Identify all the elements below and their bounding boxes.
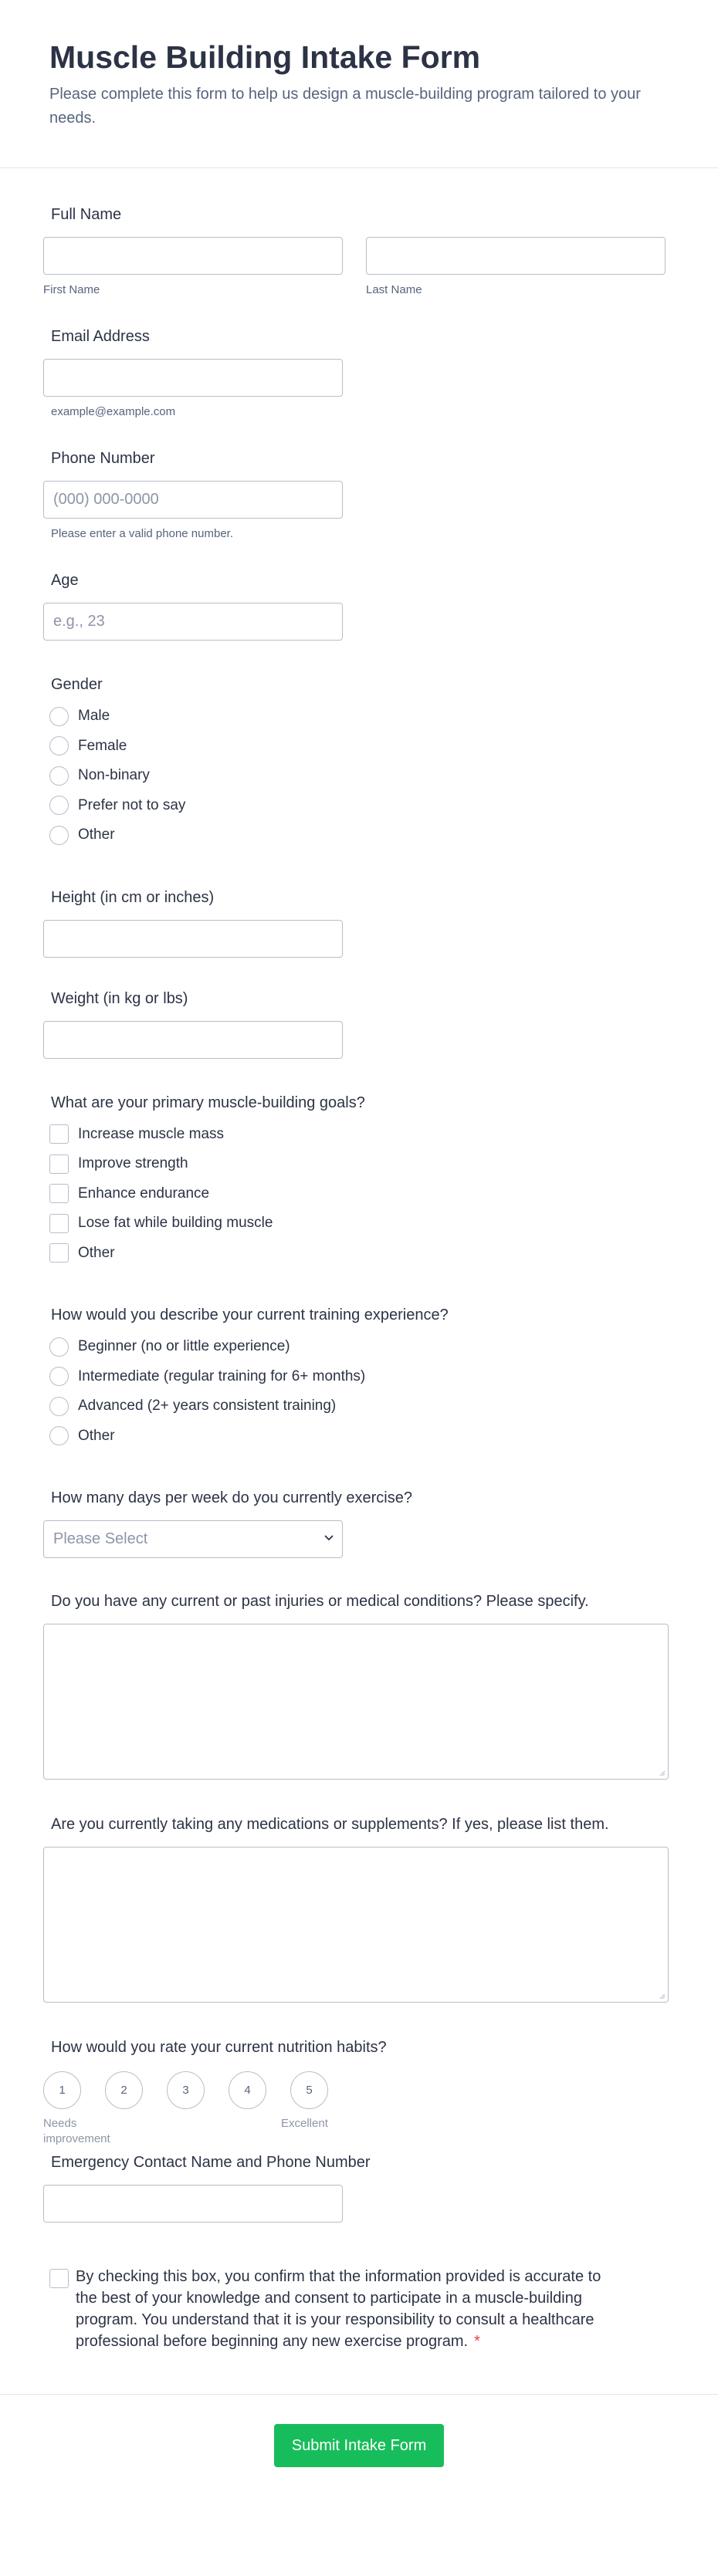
weight-label: Weight (in kg or lbs) xyxy=(51,989,188,1007)
option-label: Intermediate (regular training for 6+ months) xyxy=(78,1367,366,1384)
checkbox[interactable] xyxy=(49,1124,69,1144)
radio-button[interactable] xyxy=(49,1337,69,1357)
injuries-question xyxy=(43,1591,675,1780)
goals-label: What are your primary muscle-building goals? xyxy=(51,1094,365,1111)
scale-low-caption: Needs improvement xyxy=(43,2117,110,2145)
scale-circle[interactable]: 2 xyxy=(105,2071,143,2109)
full-name-question xyxy=(43,205,675,296)
scale-option-4[interactable] xyxy=(229,2071,290,2148)
option-label: Other xyxy=(78,1427,115,1444)
days-label: How many days per week do you currently exercise? xyxy=(51,1489,412,1507)
radio-button[interactable] xyxy=(49,826,69,845)
radio-button[interactable] xyxy=(49,1367,69,1386)
scale-option-2[interactable] xyxy=(105,2071,167,2148)
full-name-label: Full Name xyxy=(51,206,122,224)
option-label: Advanced (2+ years consistent training) xyxy=(78,1398,337,1415)
required-asterisk: * xyxy=(474,2333,480,2351)
checkbox[interactable] xyxy=(49,1243,69,1263)
gender-option-prefer-not[interactable] xyxy=(49,791,675,821)
phone-question xyxy=(43,448,675,540)
form-title: Muscle Building Intake Form xyxy=(49,39,481,75)
experience-question xyxy=(43,1305,675,1451)
nutrition-scale xyxy=(43,2071,675,2148)
email-question xyxy=(43,326,675,418)
email-sublabel: example@example.com xyxy=(51,405,176,419)
resize-grip-icon[interactable] xyxy=(658,1992,666,2000)
gender-question xyxy=(43,674,675,850)
experience-option-other[interactable] xyxy=(49,1422,675,1452)
gender-option-other[interactable] xyxy=(49,820,675,850)
option-label: Improve strength xyxy=(78,1155,188,1172)
option-label: Non-binary xyxy=(78,767,150,784)
days-select[interactable] xyxy=(43,1520,343,1558)
option-label: Female xyxy=(78,737,127,754)
height-input[interactable] xyxy=(43,920,343,958)
checkbox[interactable] xyxy=(49,1214,69,1233)
option-label: Prefer not to say xyxy=(78,796,186,813)
consent-question xyxy=(49,2266,675,2352)
email-label: Email Address xyxy=(51,328,150,346)
consent-text xyxy=(76,2266,616,2352)
scale-circle[interactable]: 5 xyxy=(290,2071,328,2109)
weight-question xyxy=(43,989,675,1059)
scale-option-3[interactable] xyxy=(167,2071,229,2148)
scale-circle[interactable]: 1 xyxy=(43,2071,81,2109)
goal-option-increase-mass[interactable] xyxy=(49,1120,675,1150)
injuries-label: Do you have any current or past injuries or medical conditions? Please specify. xyxy=(51,1593,589,1611)
last-name-sublabel: Last Name xyxy=(366,283,422,297)
option-label: Other xyxy=(78,827,115,843)
goal-option-strength[interactable] xyxy=(49,1149,675,1179)
gender-option-non-binary[interactable] xyxy=(49,761,675,791)
scale-high-caption: Excellent xyxy=(281,2117,328,2131)
first-name-sublabel: First Name xyxy=(43,283,100,297)
form-footer xyxy=(0,2394,718,2497)
goal-option-endurance[interactable] xyxy=(49,1179,675,1209)
medications-question xyxy=(43,1814,675,2003)
radio-button[interactable] xyxy=(49,766,69,786)
full-name-row xyxy=(43,237,675,296)
radio-button[interactable] xyxy=(49,796,69,815)
radio-button[interactable] xyxy=(49,736,69,756)
form-body xyxy=(0,205,718,2352)
weight-input[interactable] xyxy=(43,1021,343,1059)
goal-option-other[interactable] xyxy=(49,1239,675,1269)
option-label: Enhance endurance xyxy=(78,1185,210,1202)
checkbox[interactable] xyxy=(49,1154,69,1174)
nutrition-question xyxy=(43,2037,675,2148)
resize-grip-icon[interactable] xyxy=(658,1769,666,1776)
medications-textarea[interactable] xyxy=(43,1847,669,2003)
last-name-col xyxy=(366,237,666,296)
phone-label: Phone Number xyxy=(51,450,155,468)
goals-options xyxy=(49,1120,675,1269)
submit-button[interactable]: Submit Intake Form xyxy=(274,2424,444,2467)
consent-label: By checking this box, you confirm that the information provided is accurate to the best of your knowledge and consent to participate in a muscle-building program. You understand that it is your responsibility to consult a healthcare professional before beginning any new exercise program. xyxy=(76,2268,601,2351)
checkbox[interactable] xyxy=(49,1184,69,1203)
consent-checkbox[interactable] xyxy=(49,2269,69,2288)
email-input[interactable] xyxy=(43,359,343,397)
height-label: Height (in cm or inches) xyxy=(51,888,215,906)
medications-label: Are you currently taking any medications or supplements? If yes, please list them. xyxy=(51,1816,609,1834)
last-name-input[interactable] xyxy=(366,237,666,275)
option-label: Increase muscle mass xyxy=(78,1125,225,1142)
experience-label: How would you describe your current training experience? xyxy=(51,1307,449,1324)
age-label: Age xyxy=(51,572,79,590)
gender-option-female[interactable] xyxy=(49,732,675,762)
form-description: Please complete this form to help us design a muscle-building program tailored to your needs. xyxy=(49,86,641,127)
radio-button[interactable] xyxy=(49,1426,69,1445)
radio-button[interactable] xyxy=(49,1397,69,1416)
scale-option-1[interactable] xyxy=(43,2071,110,2148)
gender-options xyxy=(49,701,675,850)
emergency-question xyxy=(43,2152,675,2223)
phone-input[interactable] xyxy=(43,481,343,519)
emergency-input[interactable] xyxy=(43,2185,343,2223)
age-input[interactable] xyxy=(43,603,343,641)
radio-button[interactable] xyxy=(49,707,69,726)
gender-option-male[interactable] xyxy=(49,701,675,732)
experience-option-intermediate[interactable] xyxy=(49,1362,675,1392)
scale-option-5[interactable] xyxy=(281,2071,352,2148)
form-header xyxy=(0,0,718,168)
experience-option-advanced[interactable] xyxy=(49,1391,675,1422)
days-select-value: Please Select xyxy=(53,1530,148,1548)
experience-option-beginner[interactable] xyxy=(49,1332,675,1362)
chevron-down-icon xyxy=(323,1532,334,1543)
scale-circle[interactable]: 4 xyxy=(229,2071,266,2109)
option-label: Other xyxy=(78,1244,115,1261)
age-question xyxy=(43,570,675,641)
injuries-textarea[interactable] xyxy=(43,1624,669,1780)
option-label: Beginner (no or little experience) xyxy=(78,1338,290,1355)
experience-options xyxy=(49,1332,675,1451)
days-question xyxy=(43,1488,675,1558)
phone-sublabel: Please enter a valid phone number. xyxy=(51,527,233,541)
scale-circle[interactable]: 3 xyxy=(167,2071,205,2109)
goals-question xyxy=(43,1093,675,1269)
gender-label: Gender xyxy=(51,676,103,694)
goal-option-lose-fat[interactable] xyxy=(49,1209,675,1239)
height-question xyxy=(43,887,675,958)
option-label: Male xyxy=(78,708,110,725)
first-name-input[interactable] xyxy=(43,237,343,275)
option-label: Lose fat while building muscle xyxy=(78,1215,273,1232)
nutrition-label: How would you rate your current nutrition habits? xyxy=(51,2039,387,2057)
first-name-col xyxy=(43,237,343,296)
emergency-label: Emergency Contact Name and Phone Number xyxy=(51,2154,371,2172)
